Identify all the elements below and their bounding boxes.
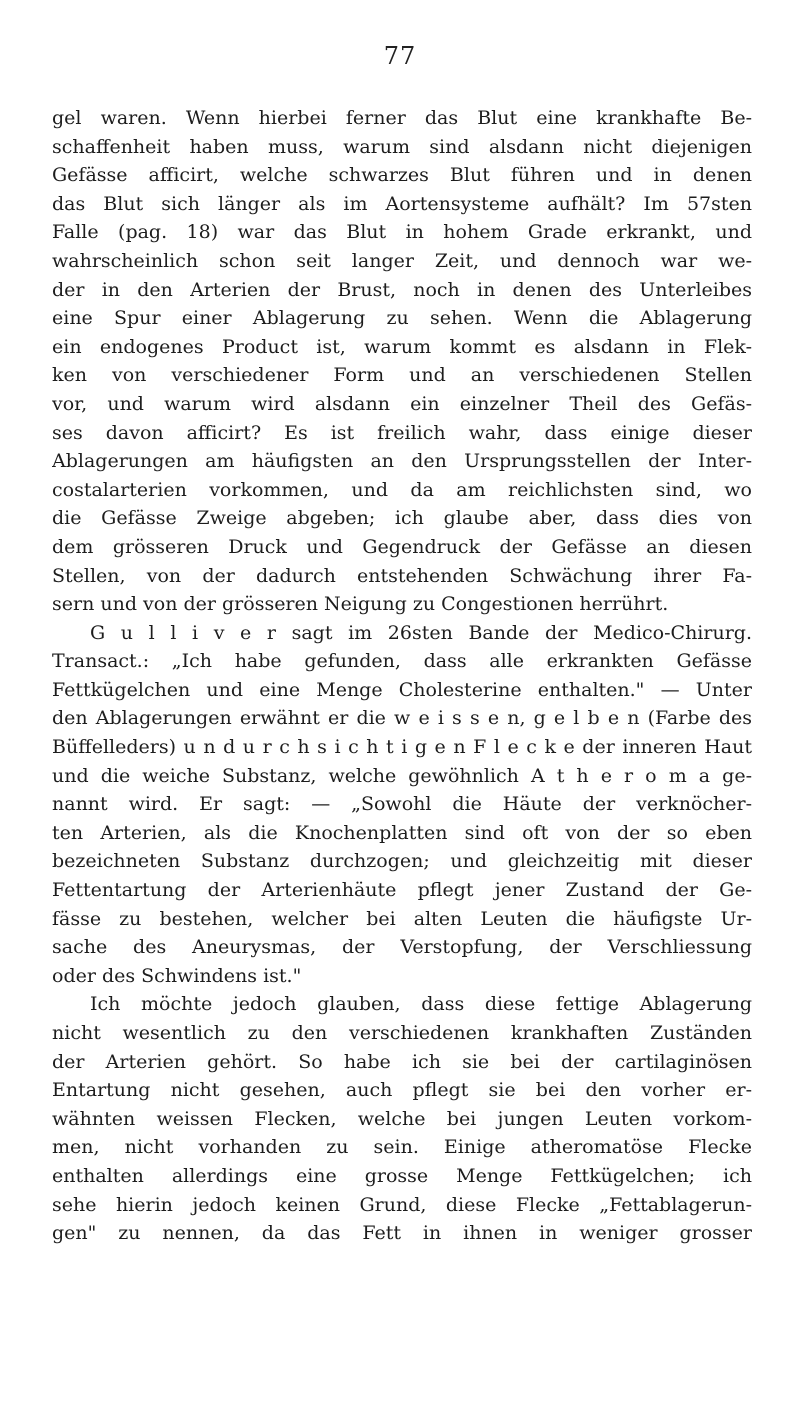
text-line: dem grösseren Druck und Gegendruck der Gefässe an diesen [52, 535, 752, 558]
text-line: oder des Schwindens ist." [52, 964, 302, 987]
text-line: das Blut sich länger als im Aortensysteme aufhält? Im 57sten [52, 192, 752, 215]
text-line: wahrscheinlich schon seit langer Zeit, und dennoch war we- [52, 249, 752, 272]
text-line: nannt wird. Er sagt: — „Sowohl die Häute der verknöcher- [52, 793, 752, 816]
text-line: Büffelleders) u n d u r c h s i c h t i g e n F l e c k e der inneren Haut [52, 736, 752, 759]
text-line: Fettentartung der Arterienhäute pflegt jener Zustand der Ge- [52, 879, 752, 902]
text-line: men, nicht vorhanden zu sein. Einige atheromatöse Flecke [52, 1136, 752, 1159]
text-line: vor, und warum wird alsdann ein einzelner Theil des Gefäs- [52, 392, 752, 415]
text-line: der Arterien gehört. So habe ich sie bei der cartilaginösen [52, 1050, 752, 1073]
text-line: sehe hierin jedoch keinen Grund, diese Flecke „Fettablagerun- [52, 1193, 752, 1216]
text-line: sache des Aneurysmas, der Verstopfung, der Verschliessung [52, 936, 752, 959]
paragraph-start-line: Ich möchte jedoch glauben, dass diese fettige Ablagerung [90, 993, 752, 1016]
text-line: ses davon afficirt? Es ist freilich wahr, dass einige dieser [52, 421, 752, 444]
paragraph-start-line: G u l l i v e r sagt im 26sten Bande der Medico-Chirurg. [90, 621, 752, 644]
text-line: und die weiche Substanz, welche gewöhnlich A t h e r o m a ge- [52, 764, 752, 787]
text-line: Fettkügelchen und eine Menge Cholesterine enthalten." — Unter [52, 678, 752, 701]
text-line: costalarterien vorkommen, und da am reichlichsten sind, wo [52, 478, 752, 501]
page-number: 77 [383, 42, 417, 70]
text-line: wähnten weissen Flecken, welche bei jungen Leuten vorkom- [52, 1107, 752, 1130]
text-line: Stellen, von der dadurch entstehenden Schwächung ihrer Fa- [52, 564, 752, 587]
text-line: Gefässe afficirt, welche schwarzes Blut führen und in denen [52, 164, 752, 187]
text-line: Ablagerungen am häufigsten an den Ursprungsstellen der Inter- [52, 450, 752, 473]
text-line: gel waren. Wenn hierbei ferner das Blut eine krankhafte Be- [52, 107, 752, 129]
text-line: die Gefässe Zweige abgeben; ich glaube aber, dass dies von [52, 507, 752, 530]
text-line: ken von verschiedener Form und an verschiedenen Stellen [52, 364, 752, 387]
text-line: fässe zu bestehen, welcher bei alten Leuten die häufigste Ur- [52, 907, 752, 930]
body-text [52, 104, 752, 1248]
text-line: sern und von der grösseren Neigung zu Congestionen herrührt. [52, 593, 669, 616]
text-line: gen" zu nennen, da das Fett in ihnen in weniger grosser [52, 1222, 752, 1245]
text-line: den Ablagerungen erwähnt er die w e i s s e n, g e l b e n (Farbe des [52, 707, 752, 730]
text-line: schaffenheit haben muss, warum sind alsdann nicht diejenigen [52, 135, 752, 158]
text-line: der in den Arterien der Brust, noch in denen des Unterleibes [52, 278, 752, 301]
text-line: eine Spur einer Ablagerung zu sehen. Wenn die Ablagerung [52, 307, 752, 330]
text-line: Transact.: „Ich habe gefunden, dass alle erkrankten Gefässe [52, 650, 752, 673]
text-line: bezeichneten Substanz durchzogen; und gleichzeitig mit dieser [52, 850, 752, 873]
text-line: Falle (pag. 18) war das Blut in hohem Grade erkrankt, und [52, 221, 752, 244]
text-line: nicht wesentlich zu den verschiedenen krankhaften Zuständen [52, 1022, 752, 1044]
text-line: ten Arterien, als die Knochenplatten sind oft von der so eben [52, 821, 752, 844]
text-line: ein endogenes Product ist, warum kommt es alsdann in Flek- [52, 335, 752, 358]
text-line: enthalten allerdings eine grosse Menge Fettkügelchen; ich [52, 1164, 752, 1187]
text-line: Entartung nicht gesehen, auch pflegt sie bei den vorher er- [52, 1079, 752, 1102]
